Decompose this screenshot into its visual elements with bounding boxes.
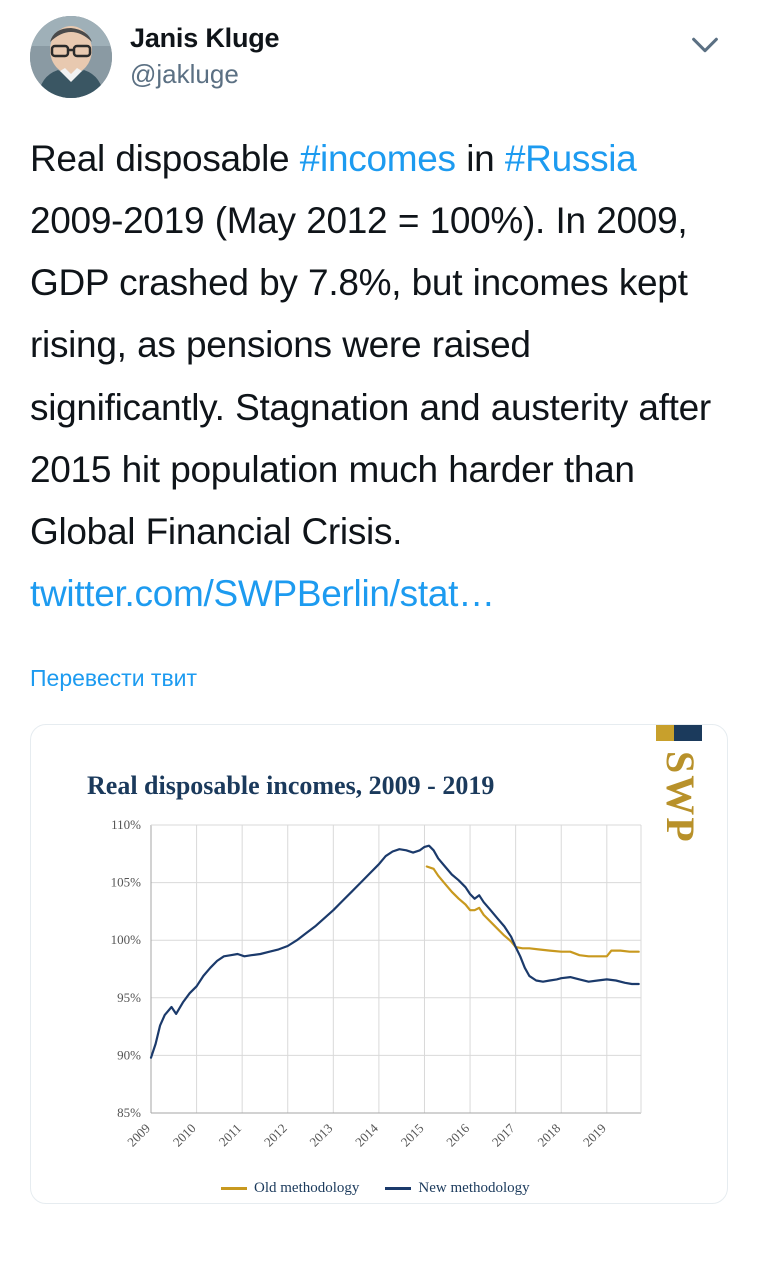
tweet-header [30,0,728,98]
svg-text:90%: 90% [117,1047,141,1063]
svg-text:95%: 95% [117,990,141,1006]
hashtag-incomes[interactable]: #incomes [299,138,456,179]
translate-tweet-link[interactable]: Перевести твит [30,665,198,692]
svg-text:2010: 2010 [169,1120,199,1150]
svg-text:2019: 2019 [579,1120,609,1150]
legend-label-new: New methodology [418,1180,530,1197]
svg-text:2017: 2017 [488,1120,518,1150]
chart-legend [221,1180,530,1197]
tweet-text [30,128,728,625]
text-part: Real disposable [30,138,300,179]
chart-title: Real disposable incomes, 2009 - 2019 [87,771,495,801]
user-handle: @jakluge [130,58,239,89]
legend-label-old: Old methodology [254,1180,360,1197]
hashtag-russia[interactable]: #Russia [504,138,637,179]
svg-text:2014: 2014 [352,1120,382,1150]
svg-text:100%: 100% [110,932,141,948]
avatar[interactable] [30,16,112,98]
legend-item-new [385,1180,529,1197]
chart-card[interactable] [30,724,728,1204]
name-block [130,16,279,90]
text-part: 2009-2019 (May 2012 = 100%). In 2009, GDP crashed by 7.8%, but incomes kept rising, as pensions were raised significantly. Stagnation and austerity after 2015 hit population much harder than Global Financial Crisis. [30,200,711,552]
swp-wordmark: SWP [658,751,703,844]
text-part: in [455,138,505,179]
svg-text:2012: 2012 [260,1120,290,1150]
svg-text:2018: 2018 [534,1120,564,1150]
legend-item-old [221,1180,359,1197]
chart-plot [31,803,691,1203]
swp-flag-icon [656,725,702,741]
svg-text:2013: 2013 [306,1120,336,1150]
svg-text:2016: 2016 [443,1120,473,1150]
svg-text:2011: 2011 [215,1120,245,1150]
svg-text:2009: 2009 [124,1120,154,1150]
display-name: Janis Kluge [130,23,280,53]
svg-text:85%: 85% [117,1105,141,1121]
svg-text:105%: 105% [110,874,141,890]
tweet-link[interactable]: twitter.com/SWPBerlin/stat… [30,573,495,615]
chevron-down-icon[interactable] [688,28,722,62]
svg-text:110%: 110% [111,817,141,833]
svg-text:2015: 2015 [397,1120,427,1150]
legend-swatch-old [221,1187,247,1190]
legend-swatch-new [385,1187,411,1190]
